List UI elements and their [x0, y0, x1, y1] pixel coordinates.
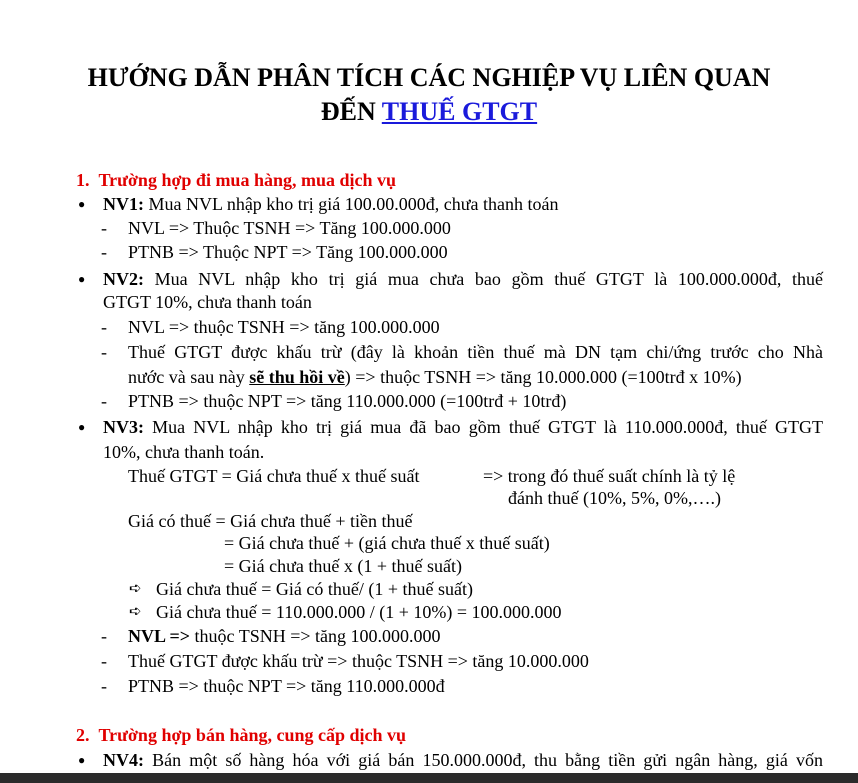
document-title-line2 — [0, 96, 858, 128]
formula-price-step: = Giá chưa thuế x (1 + thuế suất) — [224, 556, 462, 576]
vat-link[interactable]: THUẾ GTGT — [381, 97, 538, 126]
section-2-heading — [76, 724, 406, 746]
bullet-icon: ● — [78, 420, 86, 434]
nv4-desc: Bán một số hàng hóa với giá bán 150.000.000đ, thu bằng tiền gửi ngân hàng, giá vốn — [144, 750, 823, 770]
nv3-item — [128, 625, 441, 647]
document-title: HƯỚNG DẪN PHÂN TÍCH CÁC NGHIỆP VỤ LIÊN QUAN — [87, 63, 771, 92]
bullet-icon: ● — [78, 753, 86, 767]
nv3-item: Thuế GTGT được khấu trừ => thuộc TSNH => tăng 10.000.000 — [128, 651, 589, 671]
nv3-text — [103, 416, 823, 438]
section-heading-text: Trường hợp bán hàng, cung cấp dịch vụ — [98, 725, 407, 745]
dash-icon: - — [101, 242, 107, 262]
nv4-label: NV4: — [103, 750, 144, 770]
nv2-item: PTNB => thuộc NPT => tăng 110.000.000 (=100trđ + 10trđ) — [128, 391, 567, 411]
nv2-text — [103, 268, 823, 290]
nv4-text — [103, 749, 823, 771]
bold-text: NVL => — [128, 626, 191, 646]
bottom-bar — [0, 773, 858, 783]
emphasis-text: sẽ thu hồi về — [249, 367, 345, 387]
bullet-icon: ● — [78, 272, 86, 286]
nv3-label: NV3: — [103, 417, 144, 437]
nv1-text — [103, 193, 559, 215]
dash-icon: - — [101, 317, 107, 337]
nv2-text-cont: GTGT 10%, chưa thanh toán — [103, 292, 312, 312]
nv3-text-cont: 10%, chưa thanh toán. — [103, 442, 265, 462]
bullet-icon: ● — [78, 197, 86, 211]
section-number: 2. — [76, 725, 90, 745]
nv1-label: NV1: — [103, 194, 144, 214]
formula-derived: Giá chưa thuế = Giá có thuế/ (1 + thuế suất) — [156, 579, 473, 599]
nv1-item: NVL => Thuộc TSNH => Tăng 100.000.000 — [128, 218, 451, 238]
dash-icon: - — [101, 391, 107, 411]
nv1-desc: Mua NVL nhập kho trị giá 100.00.000đ, chưa thanh toán — [144, 194, 559, 214]
dash-icon: - — [101, 651, 107, 671]
formula-vat: Thuế GTGT = Giá chưa thuế x thuế suất — [128, 466, 420, 486]
section-heading-text: Trường hợp đi mua hàng, mua dịch vụ — [98, 170, 396, 190]
arrow-icon: ➪ — [129, 581, 142, 597]
dash-icon: - — [101, 626, 107, 646]
arrow-icon: ➪ — [129, 604, 142, 620]
nv1-item: PTNB => Thuộc NPT => Tăng 100.000.000 — [128, 242, 448, 262]
text: ) => thuộc TSNH => tăng 10.000.000 (=100trđ x 10%) — [344, 367, 742, 387]
section-number: 1. — [76, 170, 90, 190]
nv2-item: Thuế GTGT được khấu trừ (đây là khoản tiền thuế mà DN tạm chi/ứng trước cho Nhà — [128, 342, 823, 362]
dash-icon: - — [101, 342, 107, 362]
section-1-heading — [76, 169, 396, 191]
title-prefix: ĐẾN — [320, 97, 382, 126]
nv3-item: PTNB => thuộc NPT => tăng 110.000.000đ — [128, 676, 445, 696]
nv2-desc: Mua NVL nhập kho trị giá mua chưa bao gồm thuế GTGT là 100.000.000đ, thuế — [144, 269, 823, 289]
formula-note-cont: đánh thuế (10%, 5%, 0%,….) — [508, 488, 721, 508]
nv2-label: NV2: — [103, 269, 144, 289]
formula-result: Giá chưa thuế = 110.000.000 / (1 + 10%) = 100.000.000 — [156, 602, 562, 622]
nv3-desc: Mua NVL nhập kho trị giá mua đã bao gồm thuế GTGT là 110.000.000đ, thuế GTGT — [144, 417, 823, 437]
nv2-item: NVL => thuộc TSNH => tăng 100.000.000 — [128, 317, 440, 337]
nv2-item-cont — [128, 366, 742, 388]
formula-note: => trong đó thuế suất chính là tỷ lệ — [483, 466, 736, 486]
text: thuộc TSNH => tăng 100.000.000 — [190, 626, 441, 646]
formula-price-step: = Giá chưa thuế + (giá chưa thuế x thuế suất) — [224, 533, 550, 553]
dash-icon: - — [101, 676, 107, 696]
text: nước và sau này — [128, 367, 250, 387]
dash-icon: - — [101, 218, 107, 238]
formula-price: Giá có thuế = Giá chưa thuế + tiền thuế — [128, 511, 413, 531]
